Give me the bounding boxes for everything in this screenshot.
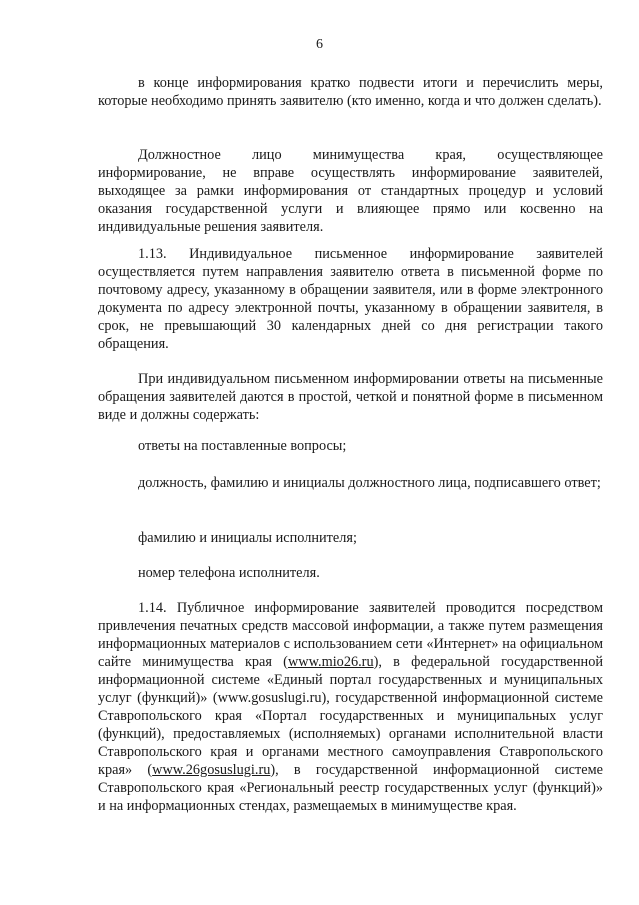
page-number: 6 [316, 37, 323, 52]
list-item-answers: ответы на поставленные вопросы; [138, 438, 347, 454]
list-item-executor: фамилию и инициалы исполнителя; [138, 530, 357, 546]
link-mio26[interactable]: www.mio26.ru [287, 654, 374, 670]
paragraph-1-14-part2: ), в федеральной государственной информационной системе «Единый портал государственных и муниципальных услуг (функций)» (www.gosuslugi.ru), государственной информационной системе Ставропольского края «Портал государственных и муниципальных услуг (функций), предоставляемых (исполняемых) органами исполнительной власти Ставропольского края и органами местного самоуправления Ставропольского края» ( [98, 654, 603, 778]
paragraph-1-13: 1.13. Индивидуальное письменное информирование заявителей осуществляется путем направления заявителю ответа в письменной форме по почтовому адресу, указанному в обращении заявителя, или в форме электронного документа по адресу электронной почты, указанному в обращении заявителя, в срок, не превышающий 30 календарных дней со дня регистрации такого обращения. [98, 246, 603, 352]
list-item-official: должность, фамилию и инициалы должностного лица, подписавшего ответ; [138, 475, 601, 491]
link-26gosuslugi[interactable]: www.26gosuslugi.ru [152, 762, 271, 778]
paragraph-1-14-part1: 1.14. Публичное информирование заявителей проводится посредством привлечения печатных средств массовой информации, а также путем размещения информационных материалов с использованием сети «Интернет» на официальном сайте минимущества края ( [98, 600, 603, 670]
paragraph-1-14-part3: ), в государственной информационной системе Ставропольского края «Региональный реестр государственных услуг (функций)» и на информационных стендах, размещаемых в минимуществе края. [98, 762, 603, 814]
paragraph-1-14 [98, 599, 603, 815]
paragraph-summary: в конце информирования кратко подвести итоги и перечислить меры, которые необходимо принять заявителю (кто именно, когда и что должен сделать). [98, 75, 603, 109]
list-item-phone: номер телефона исполнителя. [138, 565, 320, 581]
paragraph-restriction: Должностное лицо минимущества края, осуществляющее информирование, не вправе осуществлять информирование заявителей, выходящее за рамки информирования от стандартных процедур и условий оказания государственной услуги и влияющее прямо или косвенно на индивидуальные решения заявителя. [98, 147, 603, 235]
paragraph-written-answers: При индивидуальном письменном информировании ответы на письменные обращения заявителей даются в простой, четкой и понятной форме в письменном виде и должны содержать: [98, 371, 603, 423]
